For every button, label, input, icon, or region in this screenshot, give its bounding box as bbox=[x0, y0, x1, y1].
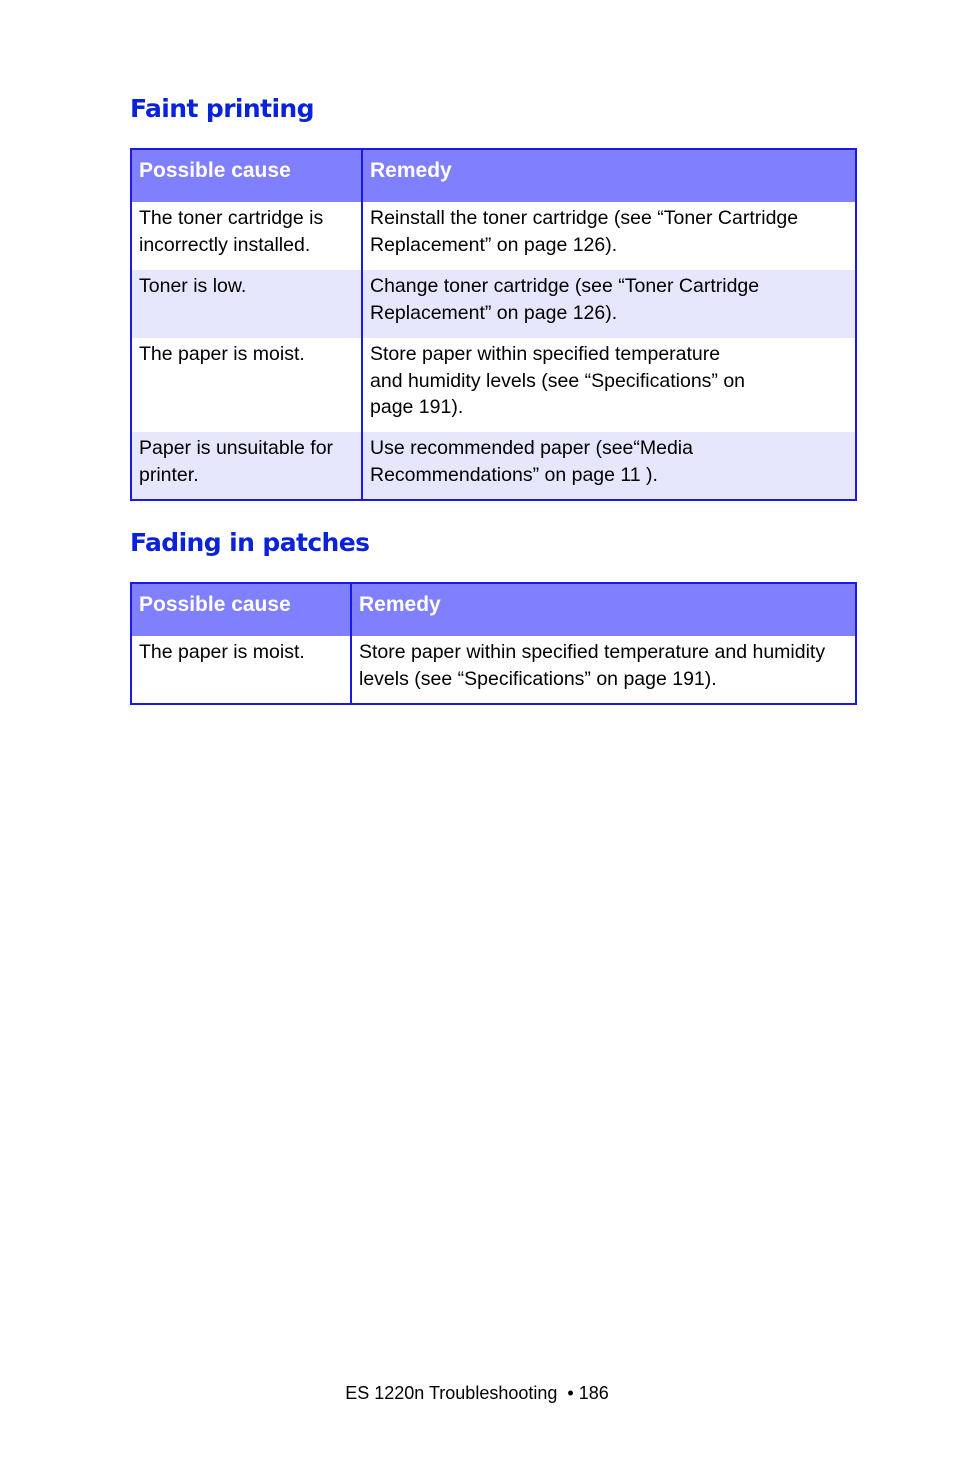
table-row bbox=[131, 432, 856, 500]
table-row bbox=[131, 338, 856, 432]
header-remedy: Remedy bbox=[362, 149, 856, 202]
header-possible-cause: Possible cause bbox=[131, 149, 362, 202]
footer-separator: • bbox=[567, 1383, 574, 1403]
remedy-cell: Reinstall the toner cartridge (see “Toner Cartridge Replacement” on page 126). bbox=[362, 202, 856, 270]
remedy-cell: Change toner cartridge (see “Toner Cartridge Replacement” on page 126). bbox=[362, 270, 856, 338]
table-row bbox=[131, 636, 856, 704]
remedy-cell: Use recommended paper (see“Media Recommendations” on page 11 ). bbox=[362, 432, 856, 500]
table-row bbox=[131, 202, 856, 270]
cause-cell: Toner is low. bbox=[131, 270, 362, 338]
header-possible-cause: Possible cause bbox=[131, 583, 351, 636]
cause-cell: The paper is moist. bbox=[131, 636, 351, 704]
fading-in-patches-table bbox=[130, 582, 857, 705]
page-footer bbox=[0, 1381, 954, 1405]
header-remedy: Remedy bbox=[351, 583, 856, 636]
table-header-row bbox=[131, 583, 856, 636]
cause-cell: Paper is unsuitable for printer. bbox=[131, 432, 362, 500]
footer-text: ES 1220n Troubleshooting bbox=[345, 1383, 558, 1403]
cause-cell: The paper is moist. bbox=[131, 338, 362, 432]
table-header-row bbox=[131, 149, 856, 202]
page-number: 186 bbox=[578, 1383, 609, 1403]
section-title-faint-printing: Faint printing bbox=[130, 94, 314, 123]
section-title-fading-in-patches: Fading in patches bbox=[130, 528, 370, 557]
table-row bbox=[131, 270, 856, 338]
remedy-cell: Store paper within specified temperature and humidity levels (see “Specifications” on page 191). bbox=[351, 636, 856, 704]
faint-printing-table bbox=[130, 148, 857, 501]
remedy-cell: Store paper within specified temperature and humidity levels (see “Specifications” on page 191). bbox=[362, 338, 856, 432]
cause-cell: The toner cartridge is incorrectly installed. bbox=[131, 202, 362, 270]
